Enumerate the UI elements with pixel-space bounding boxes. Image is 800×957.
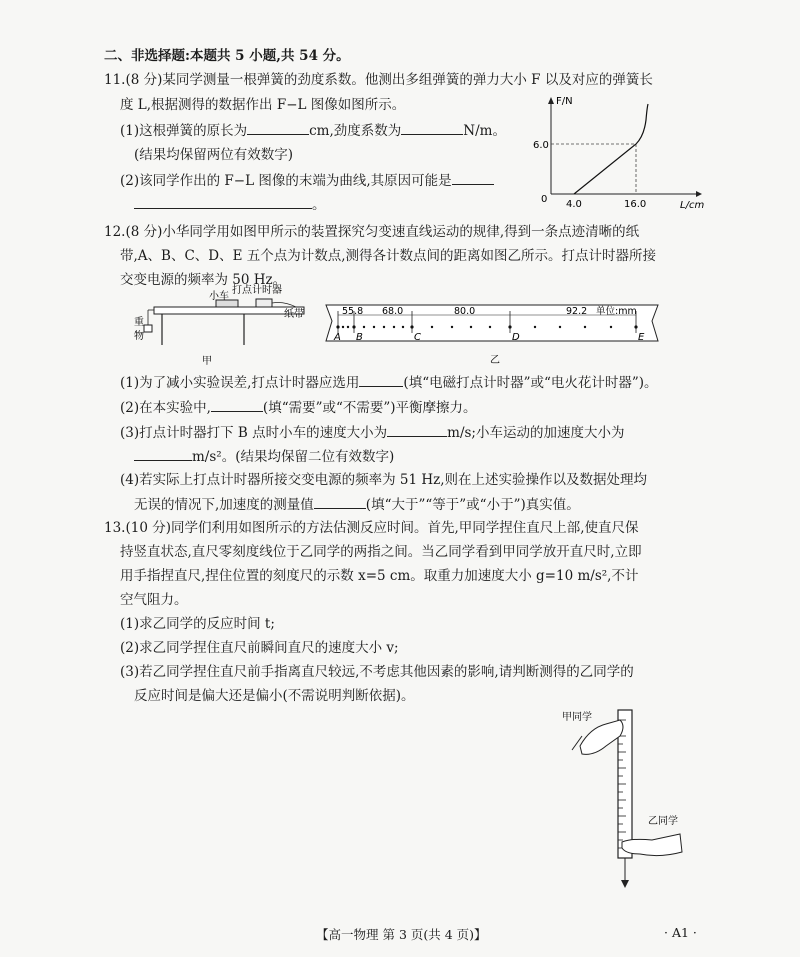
weight [144, 325, 152, 332]
q12-part4-text-b: 无误的情况下,加速度的测量值 [134, 497, 314, 513]
q12-part3-cont [134, 446, 394, 467]
q11-part1-note: (结果均保留两位有效数字) [134, 147, 294, 163]
q11-part2 [120, 170, 494, 191]
q12-part1 [120, 372, 658, 393]
q11-part1 [120, 120, 506, 141]
q12-part3-text-c: m/s²。(结果均保留二位有效数字) [192, 449, 395, 465]
q11-part2-end: 。 [312, 197, 326, 213]
q12-part2 [120, 397, 477, 418]
tape-unit: 单位:mm [596, 306, 637, 317]
q12-part3-text-b: m/s;小车运动的加速度大小为 [447, 425, 625, 441]
fl-x-tick-1: 4.0 [566, 199, 582, 210]
q13-part1: (1)求乙同学的反应时间 t; [120, 616, 275, 632]
fl-line [574, 144, 636, 194]
page-code: · A1 · [664, 925, 697, 940]
tape-distance-1: 55.8 [342, 306, 364, 317]
weight-label-1: 重 [134, 317, 144, 328]
q12-answer-blank-acceleration[interactable] [134, 446, 192, 461]
section-title: 二、非选择题:本题共 5 小题,共 54 分。 [104, 48, 350, 64]
q11-answer-blank-stiffness[interactable] [401, 120, 463, 135]
fl-x-arrow [696, 191, 702, 197]
fl-y-tick: 6.0 [533, 140, 549, 151]
fl-graph [533, 92, 716, 216]
tape-point-b: B [356, 332, 363, 343]
ruler-figure [560, 706, 710, 892]
q12-stem-line3: 交变电源的频率为 50 Hz。 [120, 272, 287, 288]
car-label: 小车 [209, 291, 229, 302]
q12-part4-line1: (4)若实际上打点计时器所接交变电源的频率为 51 Hz,则在上述实验操作以及数据处理均 [120, 472, 648, 488]
fall-arrow-head [621, 880, 629, 888]
tape-point-d: D [512, 332, 520, 343]
q12-part4-line2 [134, 494, 580, 515]
q11-part2-cont [134, 194, 326, 215]
tape-distance-3: 80.0 [454, 306, 476, 317]
q12-stem-line2: 带,A、B、C、D、E 五个点为计数点,测得各计数点间的距离如图乙所示。打点计时器所接 [120, 248, 657, 264]
q12-answer-blank-compare[interactable] [314, 494, 366, 509]
fl-x-label: L/cm [680, 200, 705, 211]
fl-curve-end [636, 104, 648, 144]
fl-y-label: F/N [556, 96, 573, 107]
track [154, 307, 304, 314]
q12-part3-text-a: (3)打点计时器打下 B 点时小车的速度大小为 [120, 425, 388, 441]
q13-stem-line3: 用手指捏直尺,捏住位置的刻度尺的示数 x=5 cm。取重力加速度大小 g=10 m/s²,不计 [120, 568, 639, 584]
tape-distance-4: 92.2 [566, 306, 588, 317]
q12-answer-blank-friction[interactable] [211, 397, 263, 412]
q11-part1-text-c: N/m。 [463, 123, 506, 139]
q13-stem-line2: 持竖直状态,直尺零刻度线位于乙同学的两指之间。当乙同学看到甲同学放开直尺时,立即 [120, 544, 642, 560]
q13-part3-line1: (3)若乙同学捏住直尺前手指离直尺较远,不考虑其他因素的影响,请判断测得的乙同学的 [120, 664, 634, 680]
fl-origin: 0 [541, 194, 548, 205]
figure-jia-apparatus [134, 287, 314, 367]
timer [256, 299, 272, 307]
q12-stem-line1: 12.(8 分)小华同学用如图甲所示的装置探究匀变速直线运动的规律,得到一条点迹清晰的纸 [104, 224, 640, 240]
q12-part4-text-c: (填“大于”“等于”或“小于”)真实值。 [365, 497, 580, 513]
q13-stem-line4: 空气阻力。 [120, 592, 188, 608]
q13-part2: (2)求乙同学捏住直尺前瞬间直尺的速度大小 v; [120, 640, 399, 656]
q11-answer-blank-reason-1[interactable] [452, 170, 494, 185]
tape-point-c: C [414, 332, 421, 343]
tape-distance-2: 68.0 [382, 306, 404, 317]
q12-part1-text-b: (填“电磁打点计时器”或“电火花计时器”)。 [403, 375, 658, 391]
q11-part1-text-a: (1)这根弹簧的原长为 [120, 123, 248, 139]
q13-stem-line1: 13.(10 分)同学们利用如图所示的方法估测反应时间。首先,甲同学捏住直尺上部,使直尺保 [104, 520, 639, 536]
figure-yi-caption: 乙 [490, 355, 500, 366]
q12-part2-text-b: (填“需要”或“不需要”)平衡摩擦力。 [262, 400, 477, 416]
hand-jia [580, 720, 623, 754]
label-jia: 甲同学 [562, 712, 592, 723]
figure-yi-tape [318, 297, 668, 373]
q11-stem-line2: 度 L,根据测得的数据作出 F−L 图像如图所示。 [120, 97, 406, 113]
q11-stem-line1: 11.(8 分)某同学测量一根弹簧的劲度系数。他测出多组弹簧的弹力大小 F 以及对应的弹簧长 [104, 72, 653, 88]
timer-label: 打点计时器 [232, 285, 282, 296]
q12-part2-text-a: (2)在本实验中, [120, 400, 211, 416]
q12-answer-blank-timer[interactable] [359, 372, 403, 387]
tape [272, 303, 296, 308]
q11-answer-blank-length[interactable] [247, 120, 309, 135]
label-yi: 乙同学 [648, 816, 678, 827]
figure-jia-caption: 甲 [202, 356, 212, 367]
tape-point-a: A [334, 332, 341, 343]
weight-label-2: 物 [134, 331, 144, 342]
q12-answer-blank-velocity[interactable] [387, 422, 447, 437]
tape-point-e: E [638, 332, 645, 343]
q12-part3 [120, 422, 624, 443]
q13-part3-line2: 反应时间是偏大还是偏小(不需说明判断依据)。 [134, 688, 415, 704]
q11-part2-text: (2)该同学作出的 F−L 图像的末端为曲线,其原因可能是 [120, 173, 452, 189]
q11-answer-blank-reason-2[interactable] [134, 194, 312, 209]
q11-part1-text-b: cm,劲度系数为 [309, 123, 402, 139]
q12-part1-text-a: (1)为了减小实验误差,打点计时器应选用 [120, 375, 360, 391]
fl-y-arrow [548, 97, 554, 104]
tape-label: 纸带 [284, 309, 304, 320]
fl-x-tick-2: 16.0 [624, 199, 647, 210]
page-footer: 【高一物理 第 3 页(共 4 页)】 [316, 927, 487, 942]
